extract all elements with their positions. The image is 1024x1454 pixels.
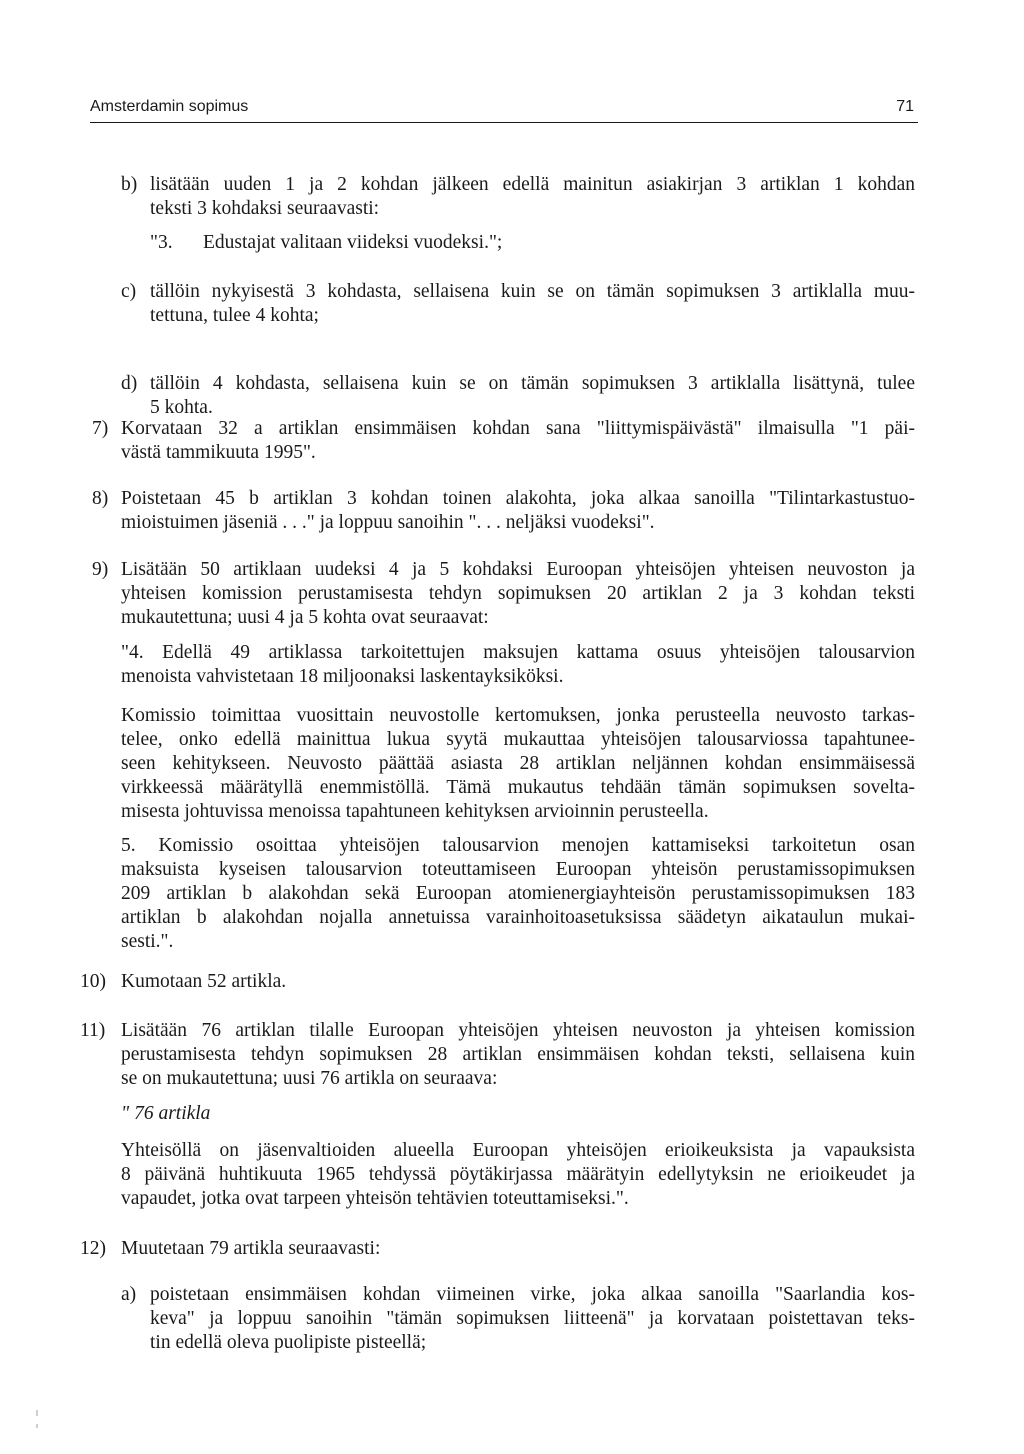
text-line: maksuista kyseisen talousarvion toteuttamiseen Euroopan yhteisön perustamissopimuksen xyxy=(121,859,915,880)
item-11-label: 11) xyxy=(80,1020,106,1041)
text-line: västä tammikuuta 1995". xyxy=(121,442,316,463)
scan-speck xyxy=(36,1424,38,1428)
item-a-label: a) xyxy=(121,1284,137,1305)
item-8-label: 8) xyxy=(92,488,109,509)
item-c-text xyxy=(150,280,915,328)
item-10-text xyxy=(121,970,915,994)
text-line: tin edellä oleva puolipiste pisteellä; xyxy=(150,1332,427,1353)
text-line: virkkeessä määrätyllä enemmistöllä. Tämä mukautus tehdään tämän sopimuksen soveltа- xyxy=(121,777,915,798)
item-d-label: d) xyxy=(121,373,138,394)
text-line: Muutetaan 79 artikla seuraavasti: xyxy=(121,1238,381,1259)
quote-text: Edustajat valitaan viideksi vuodeksi."; xyxy=(203,232,503,253)
item-7-text xyxy=(121,417,915,465)
item-12-text xyxy=(121,1237,915,1261)
quoted-paragraph-yhteisolla xyxy=(121,1139,915,1211)
item-7-label: 7) xyxy=(92,418,109,439)
item-a-text xyxy=(150,1283,915,1355)
quoted-paragraph-5 xyxy=(121,834,915,954)
text-line: menoista vahvistetaan 18 miljoonaksi laskentayksiköksi. xyxy=(121,666,564,687)
text-line: poistetaan ensimmäisen kohdan viimeinen virke, joka alkaa sanoilla "Saarlandia kos- xyxy=(150,1284,915,1305)
text-line: Kumotaan 52 artikla. xyxy=(121,971,287,992)
item-d-text xyxy=(150,372,915,420)
quoted-paragraph-4 xyxy=(121,641,915,689)
text-line: Poistetaan 45 b artiklan 3 kohdan toinen alakohta, joka alkaa sanoilla "Tilintarkastustuo- xyxy=(121,488,915,509)
text-line: Yhteisöllä on jäsenvaltioiden alueella Euroopan yhteisöjen erioikeuksista ja vapauksista xyxy=(121,1140,915,1161)
item-b-text xyxy=(150,173,915,221)
quoted-paragraph-komissio xyxy=(121,704,915,824)
text-line: artiklan b alakohdan nojalla annetuissa varainhoitoasetuksissa säädetyn aikataulun mukai- xyxy=(121,907,915,928)
item-12-label: 12) xyxy=(80,1238,106,1259)
text-line: Komissio toimittaa vuosittain neuvostolle kertomuksen, jonka perusteella neuvosto tarkas- xyxy=(121,705,915,726)
text-line: 8 päivänä huhtikuuta 1965 tehdyssä pöytäkirjassa määrätyin edellytyksin ne erioikeudet ja xyxy=(121,1164,915,1185)
text-line: "4. Edellä 49 artiklassa tarkoitettujen maksujen kattama osuus yhteisöjen talousarvion xyxy=(121,642,915,663)
running-header-title: Amsterdamin sopimus xyxy=(90,98,249,115)
text-line: 5 kohta. xyxy=(150,397,213,418)
text-line: keva" ja loppuu sanoihin "tämän sopimuksen liitteenä" ja korvataan poistettavan teks- xyxy=(150,1308,915,1329)
running-header xyxy=(90,96,918,123)
page-number: 71 xyxy=(896,98,914,115)
text-line: telee, onko edellä mainittua lukua syytä mukauttaa yhteisöjen talousarviossa tapahtunee- xyxy=(121,729,915,750)
item-10-label: 10) xyxy=(80,971,106,992)
item-8-text xyxy=(121,487,915,535)
text-line: Lisätään 50 artiklaan uudeksi 4 ja 5 kohdaksi Euroopan yhteisöjen yhteisen neuvoston ja xyxy=(121,559,915,580)
text-line: vapaudet, jotka ovat tarpeen yhteisön tehtävien toteuttamiseksi.". xyxy=(121,1188,629,1209)
text-line: seen kehitykseen. Neuvosto päättää asiasta 28 artiklan neljännen kohdan ensimmäisessä xyxy=(121,753,915,774)
article-heading: " 76 artikla xyxy=(121,1103,211,1124)
text-line: mukautettuna; uusi 4 ja 5 kohta ovat seuraavat: xyxy=(121,607,489,628)
item-9-text xyxy=(121,558,915,630)
text-line: yhteisen komission perustamisesta tehdyn sopimuksen 20 artiklan 2 ja 3 kohdan teksti xyxy=(121,583,915,604)
text-line: misesta johtuvissa menoissa tapahtuneen kehityksen arvioinnin perusteella. xyxy=(121,801,709,822)
text-line: 209 artiklan b alakohdan sekä Euroopan atomienergiayhteisön perustamissopimuksen 183 xyxy=(121,883,915,904)
item-9-label: 9) xyxy=(92,559,109,580)
scan-speck xyxy=(36,1410,38,1416)
text-line: lisätään uuden 1 ja 2 kohdan jälkeen edellä mainitun asiakirjan 3 artiklan 1 kohdan xyxy=(150,174,915,195)
text-line: sesti.". xyxy=(121,931,174,952)
text-line: tällöin nykyisestä 3 kohdasta, sellaisena kuin se on tämän sopimuksen 3 artiklalla muu- xyxy=(150,281,915,302)
text-line: mioistuimen jäseniä . . ." ja loppuu sanoihin ". . . neljäksi vuodeksi". xyxy=(121,512,655,533)
text-line: tällöin 4 kohdasta, sellaisena kuin se on tämän sopimuksen 3 artiklalla lisättynä, tulee xyxy=(150,373,915,394)
item-c-label: c) xyxy=(121,281,137,302)
text-line: 5. Komissio osoittaa yhteisöjen talousarvion menojen kattamiseksi tarkoitetun osan xyxy=(121,835,915,856)
item-11-text xyxy=(121,1019,915,1091)
quote-number: "3. xyxy=(150,232,173,253)
text-line: se on mukautettuna; uusi 76 artikla on seuraava: xyxy=(121,1068,498,1089)
item-b-label: b) xyxy=(121,174,138,195)
text-line: Lisätään 76 artiklan tilalle Euroopan yhteisöjen yhteisen neuvoston ja yhteisen komission xyxy=(121,1020,915,1041)
text-line: Korvataan 32 a artiklan ensimmäisen kohdan sana "liittymispäivästä" ilmaisulla "1 päi- xyxy=(121,418,915,439)
text-line: perustamisesta tehdyn sopimuksen 28 artiklan ensimmäisen kohdan teksti, sellaisena kuin xyxy=(121,1044,915,1065)
text-line: teksti 3 kohdaksi seuraavasti: xyxy=(150,198,380,219)
text-line: tettuna, tulee 4 kohta; xyxy=(150,305,319,326)
